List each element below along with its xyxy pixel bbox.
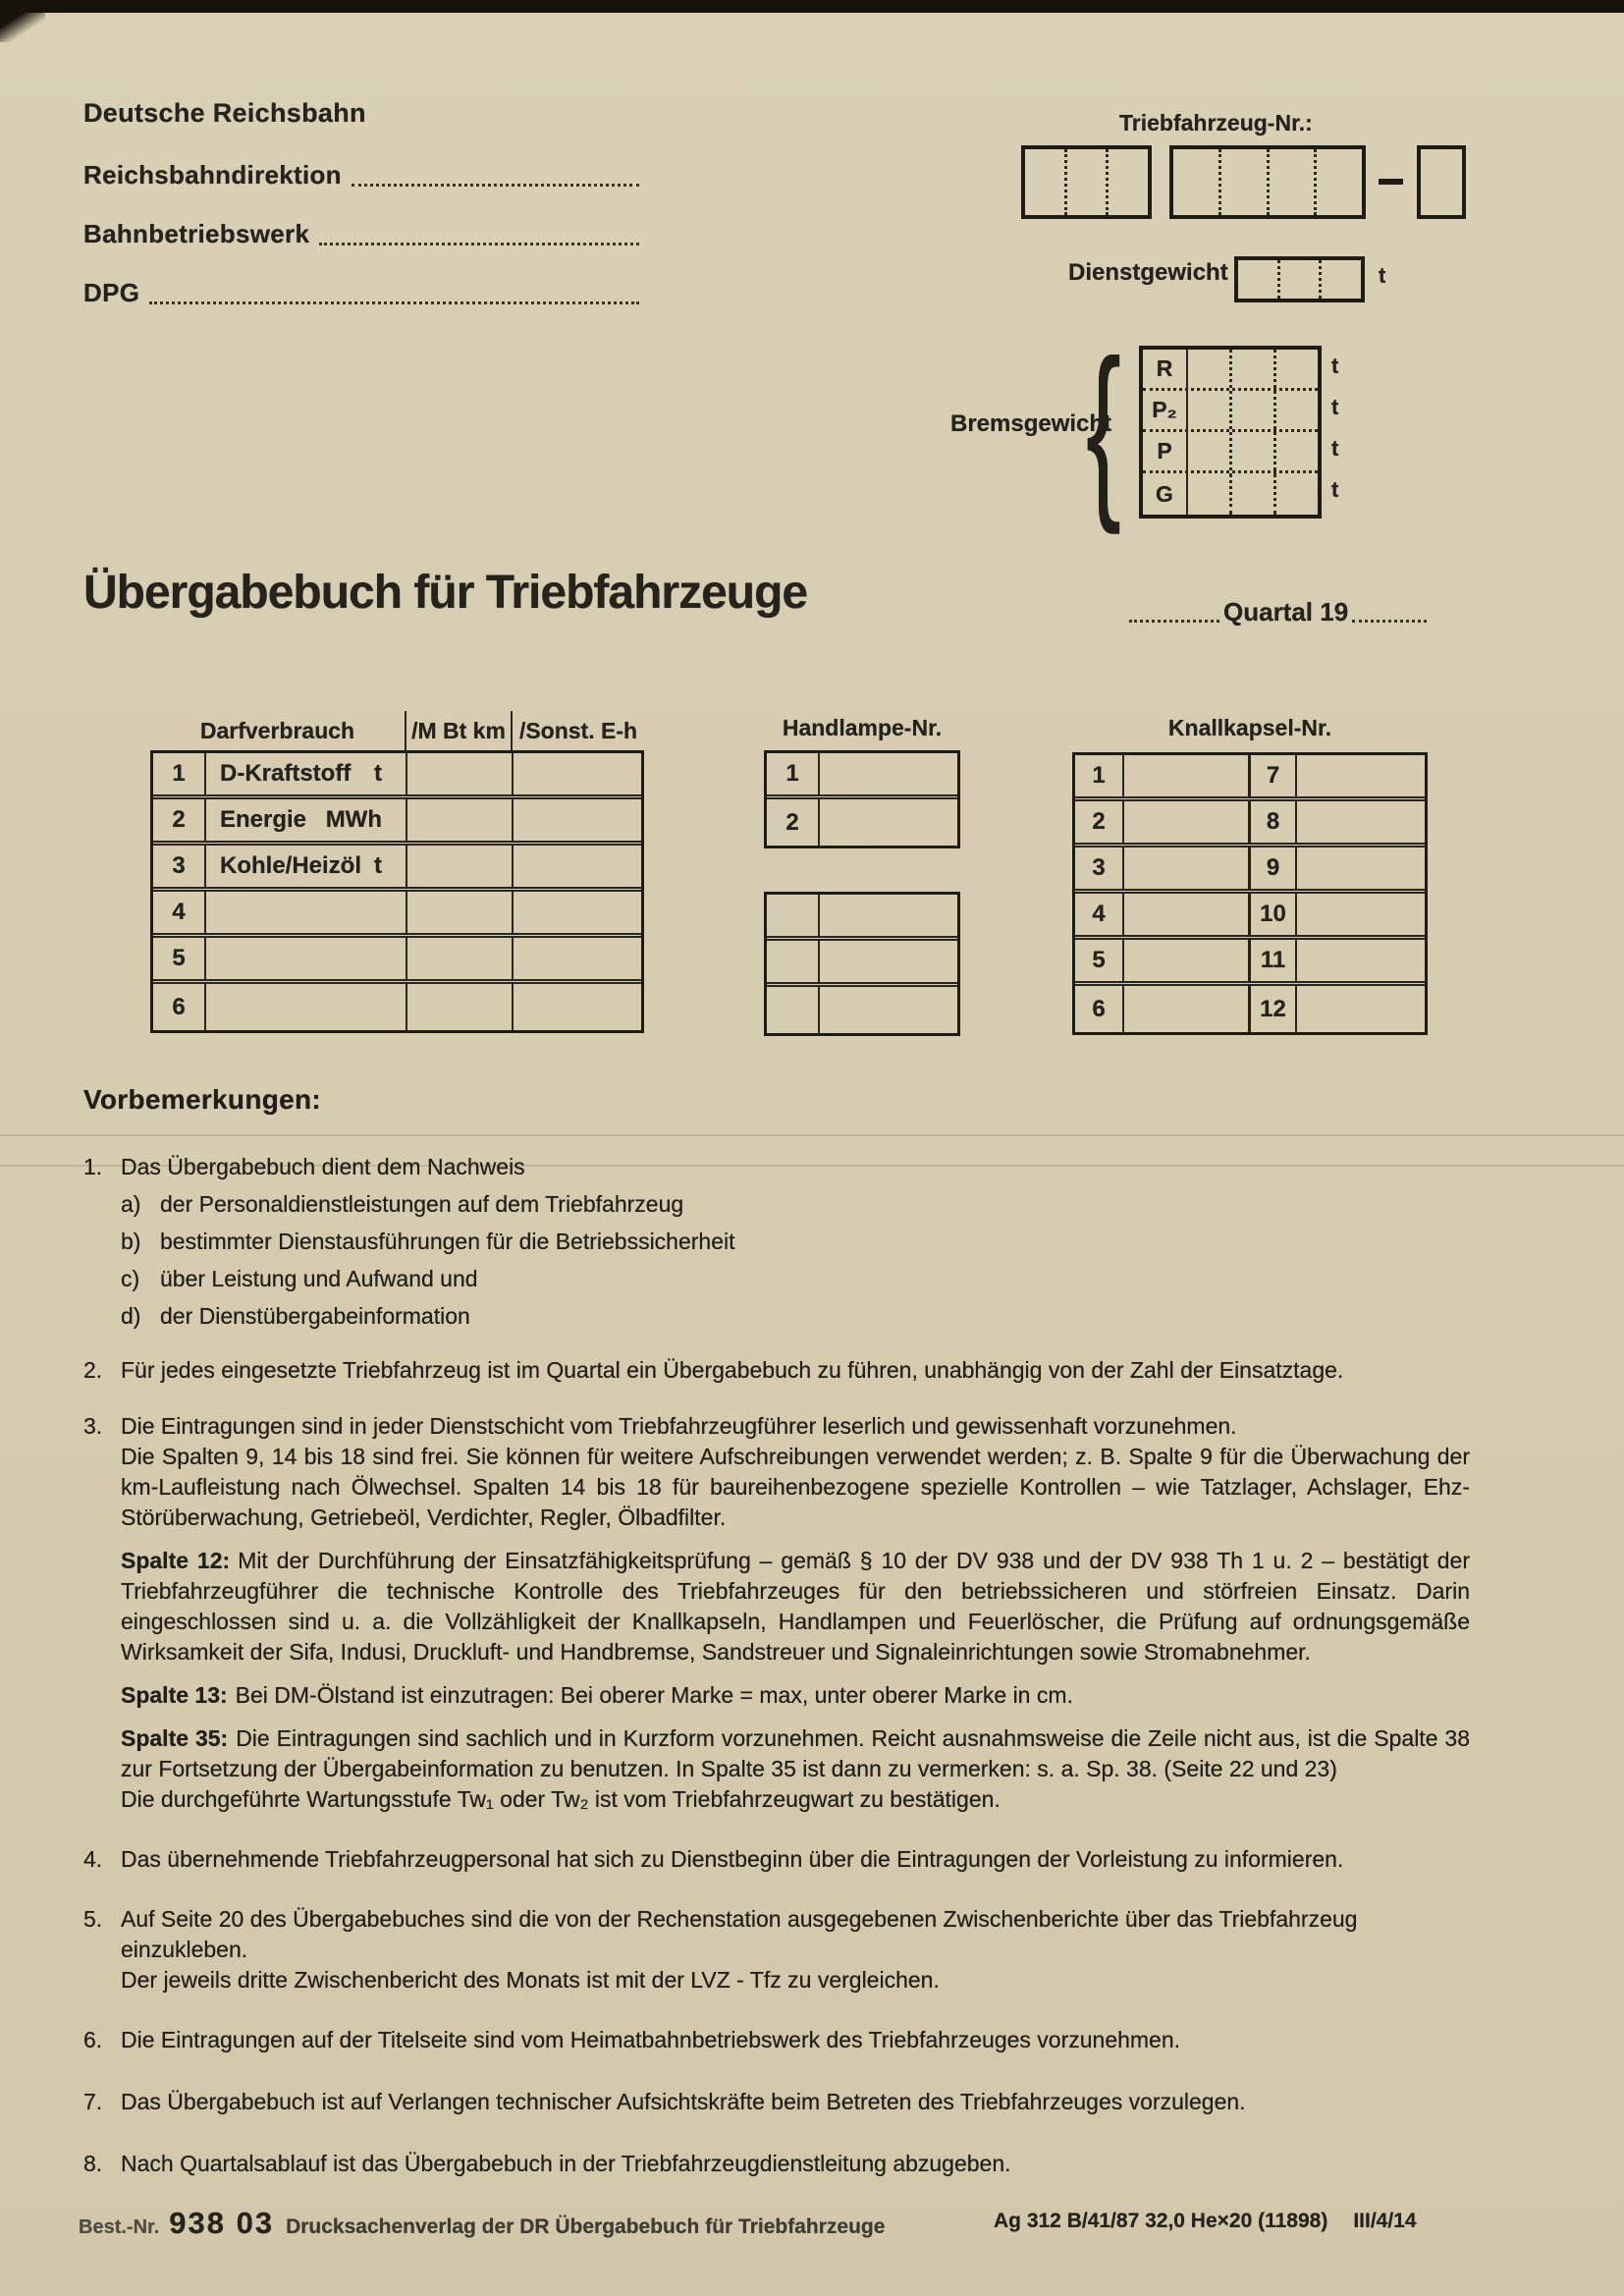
table-row: [153, 846, 641, 892]
row-number: 4: [172, 899, 186, 925]
tfz-number-box-class: [1021, 145, 1152, 219]
value-cell: [1276, 391, 1318, 429]
row-number: 2: [767, 799, 820, 846]
item-line: Der jeweils dritte Zwischenbericht des Monats ist mit der LVZ - Tfz zu vergleichen.: [121, 1967, 940, 1993]
row-number: [767, 987, 820, 1033]
table-row: [1075, 847, 1425, 894]
value-cell: [1188, 432, 1232, 470]
field-dpg: [83, 276, 639, 309]
tfz-number-box-serial: [1169, 145, 1366, 219]
remark-item-8: [83, 2149, 1470, 2179]
spalte-13-text: Bei DM-Ölstand ist einzutragen: Bei oberer Marke = max, unter oberer Marke in cm.: [235, 1682, 1073, 1708]
brake-row-label: P: [1143, 432, 1188, 470]
item-number: 5.: [83, 1906, 103, 1932]
digit-cell: [1421, 149, 1462, 215]
value-cell: [1188, 473, 1232, 515]
brake-row: [1143, 432, 1318, 473]
value-cell: [512, 799, 641, 841]
row-number: 10: [1248, 894, 1295, 935]
field-label: Bahnbetriebswerk: [83, 219, 310, 248]
row-number: 12: [1248, 986, 1295, 1032]
value-cell: [1276, 350, 1318, 388]
row-number: 3: [1092, 854, 1106, 881]
handlampe-table: [764, 750, 960, 848]
row-number: [767, 941, 820, 982]
dienstgewicht-unit: t: [1379, 263, 1386, 288]
value-cell: [820, 799, 957, 846]
table-row: [767, 941, 957, 987]
dotted-fill-line: [1129, 620, 1219, 623]
dotted-fill-line: [149, 301, 639, 304]
spalte-12-text: Mit der Durchführung der Einsatzfähigkeitsprüfung – gemäß § 10 der DV 938 und der DV 938 Th 1 u. 2 – bestätigt der Triebfahrzeugführer die technische Kontrolle des Triebfahrzeuges für den betriebssicheren und störfreien Einsatz. Darin eingeschlossen sind u. a. die Vollzähligkeit der Knallkapseln, Handlampen und Feuerlöscher, die Prüfung auf ordnungsgemäße Wirksamkeit der Sifa, Indusi, Druckluft- und Handbremse, Sandstreuer und Signaleinrichtungen sowie Stromabnehmer.: [121, 1548, 1470, 1665]
value-cell: [512, 753, 641, 794]
row-number: [767, 895, 820, 936]
spalte-35-label: Spalte 35:: [121, 1725, 229, 1751]
dotted-fill-line: [1352, 620, 1427, 623]
item-text: Für jedes eingesetzte Triebfahrzeug ist im Quartal ein Übergabebuch zu führen, unabhängig von der Zahl der Einsatztage.: [121, 1357, 1344, 1383]
verbrauch-table-header: [150, 711, 644, 750]
value-cell: [406, 892, 512, 933]
remark-item-1: [83, 1152, 1470, 1332]
value-cell: [406, 846, 512, 887]
handlampe-title: Handlampe-Nr.: [782, 715, 943, 740]
sub-item-text: bestimmter Dienstausführungen für die Betriebssicherheit: [160, 1229, 735, 1254]
item-number: 8.: [83, 2151, 103, 2176]
table-row: [153, 753, 641, 799]
table-row: [1075, 801, 1425, 847]
row-number: 6: [172, 993, 186, 1020]
table-row: [153, 938, 641, 984]
value-cell: [820, 987, 957, 1033]
spalte-35-note: Die durchgeführte Wartungsstufe Tw₁ oder Tw₂ ist vom Triebfahrzeugwart zu bestätigen.: [121, 1786, 1001, 1812]
brake-row-label: P₂: [1143, 391, 1188, 429]
publisher-line: Drucksachenverlag der DR Übergabebuch für Triebfahrzeuge: [286, 2215, 886, 2238]
row-number: 7: [1248, 755, 1295, 796]
item-text: [121, 1411, 1470, 1815]
field-label: Reichsbahndirektion: [83, 160, 342, 190]
item-unit: t: [374, 760, 382, 787]
row-name-cell: [204, 799, 406, 841]
unit-label: t: [1331, 477, 1339, 502]
unit-label: t: [1331, 354, 1339, 378]
row-number: 8: [1248, 801, 1295, 843]
value-cell: [1122, 847, 1248, 889]
value-cell: [406, 938, 512, 979]
brake-row: [1143, 473, 1318, 515]
knallkapsel-title: Knallkapsel-Nr.: [1167, 715, 1332, 740]
table-row: [1075, 755, 1425, 801]
value-cell: [1188, 350, 1232, 388]
brake-row-label: G: [1143, 473, 1188, 515]
sub-item-b: [121, 1227, 1470, 1257]
bremsgewicht-label: Bremsgewicht: [950, 410, 1112, 437]
spalte-13-paragraph: [121, 1680, 1470, 1711]
value-cell: [1122, 894, 1248, 935]
item-number: 7.: [83, 2089, 103, 2114]
table-row: [153, 892, 641, 938]
digit-cell: [1280, 260, 1323, 299]
column-header: /Sonst. E-h: [511, 711, 644, 750]
value-cell: [1295, 894, 1425, 935]
sub-item-a: [121, 1189, 1470, 1220]
spalte-13-label: Spalte 13:: [121, 1682, 228, 1708]
scan-edge-corner: [0, 13, 45, 42]
value-cell: [512, 938, 641, 979]
sub-item-text: über Leistung und Aufwand und: [160, 1266, 478, 1291]
brake-row: [1143, 350, 1318, 391]
order-number: 938 03: [169, 2206, 275, 2240]
dotted-fill-line: [319, 243, 639, 246]
row-name-cell: [204, 846, 406, 887]
item-line: Das Übergabebuch dient dem Nachweis: [121, 1154, 525, 1179]
row-number: 5: [1092, 947, 1106, 973]
item-number: 2.: [83, 1357, 103, 1383]
row-name-cell: [204, 892, 406, 933]
dotted-fill-line: [352, 184, 639, 187]
remark-item-3: [83, 1411, 1470, 1815]
item-line: Die Eintragungen sind in jeder Dienstschicht vom Triebfahrzeugführer leserlich und gewissenhaft vorzunehmen.: [121, 1413, 1237, 1439]
spare-table: [764, 892, 960, 1036]
item-paragraph: Die Spalten 9, 14 bis 18 sind frei. Sie können für weitere Aufschreibungen verwendet werden; z. B. Spalte 9 für die Überwachung der km-Laufleistung nach Ölwechsel. Spalten 14 bis 18 für baureihenbezogene spezielle Kontrollen – wie Tatzlager, Achslager, Ehz-Störüberwachung, Getriebeöl, Verdichter, Regler, Ölbadfilter.: [121, 1444, 1470, 1530]
row-name-cell: [204, 938, 406, 979]
sub-item-text: der Dienstübergabeinformation: [160, 1303, 470, 1329]
brake-row-label: R: [1143, 350, 1188, 388]
digit-cell: [1270, 149, 1318, 215]
bremsgewicht-units: [1327, 346, 1338, 511]
item-name: Kohle/Heizöl: [220, 852, 362, 879]
value-cell: [1295, 801, 1425, 843]
item-number: 4.: [83, 1846, 103, 1872]
value-cell: [1122, 755, 1248, 796]
footer-imprint-right: [994, 2210, 1417, 2233]
value-cell: [512, 984, 641, 1030]
edition-code: III/4/14: [1353, 2210, 1417, 2232]
remarks-section: [83, 1084, 1470, 2179]
value-cell: [1276, 473, 1318, 515]
table-row: [153, 799, 641, 846]
remarks-heading: Vorbemerkungen:: [83, 1084, 322, 1115]
row-number: 2: [1092, 808, 1106, 835]
digit-cell: [1221, 149, 1270, 215]
item-name: D-Kraftstoff: [220, 760, 352, 787]
table-row: [767, 895, 957, 941]
field-label: DPG: [83, 278, 140, 307]
value-cell: [1276, 432, 1318, 470]
value-cell: [820, 753, 957, 794]
verbrauch-table: [150, 750, 644, 1033]
order-number-label: Best.-Nr.: [79, 2216, 160, 2238]
item-line: Auf Seite 20 des Übergabebuches sind die von der Rechenstation ausgegebenen Zwischenberichte über das Triebfahrzeug einzukleben.: [121, 1906, 1358, 1962]
spalte-12-label: Spalte 12:: [121, 1548, 231, 1573]
value-cell: [1122, 801, 1248, 843]
digit-cell: [1109, 149, 1148, 215]
value-cell: [406, 753, 512, 794]
value-cell: [1295, 755, 1425, 796]
sub-item-d: [121, 1301, 1470, 1332]
sub-item-c: [121, 1264, 1470, 1294]
item-number: 3.: [83, 1413, 103, 1439]
row-name-cell: [204, 984, 406, 1030]
table-row: [1075, 894, 1425, 940]
row-number: 3: [172, 852, 186, 879]
digit-cell: [1317, 149, 1362, 215]
header-left-block: [83, 98, 639, 335]
remark-item-5: [83, 1904, 1470, 1995]
digit-cell: [1025, 149, 1067, 215]
spalte-12-paragraph: [121, 1546, 1470, 1667]
digit-cell: [1322, 260, 1361, 299]
remark-item-6: [83, 2025, 1470, 2055]
value-cell: [1232, 473, 1276, 515]
value-cell: [1232, 391, 1276, 429]
brake-row: [1143, 391, 1318, 432]
field-bahnbetriebswerk: [83, 217, 639, 250]
page-title: Übergabebuch für Triebfahrzeuge: [83, 567, 808, 619]
digit-cell: [1173, 149, 1221, 215]
digit-cell: [1067, 149, 1110, 215]
sub-item-letter: c): [121, 1266, 140, 1291]
table-row: [1075, 940, 1425, 986]
value-cell: [1295, 847, 1425, 889]
row-number: 1: [1092, 762, 1106, 789]
digit-cell: [1238, 260, 1280, 299]
print-code: Ag 312 B/41/87 32,0 He×20 (11898): [994, 2210, 1328, 2232]
value-cell: [406, 799, 512, 841]
value-cell: [1232, 432, 1276, 470]
item-unit: t: [374, 852, 382, 879]
row-number: 9: [1248, 847, 1295, 889]
row-number: 4: [1092, 901, 1106, 927]
value-cell: [1232, 350, 1276, 388]
spalte-35-text: Die Eintragungen sind sachlich und in Kurzform vorzunehmen. Reicht ausnahmsweise die Zeile nicht aus, ist die Spalte 38 zur Fortsetzung der Übergabeinformation zu benutzen. In Spalte 35 ist dann zu vermerken: s. a. Sp. 38. (Seite 22 und 23): [121, 1725, 1470, 1781]
dienstgewicht-label: Dienstgewicht: [1068, 259, 1228, 286]
item-number: 1.: [83, 1154, 103, 1179]
tfz-number-box-check: [1417, 145, 1466, 219]
item-number: 6.: [83, 2027, 103, 2052]
row-number: 2: [172, 806, 186, 833]
table-row: [1075, 986, 1425, 1032]
organization-name: Deutsche Reichsbahn: [83, 98, 366, 128]
unit-label: t: [1331, 436, 1339, 461]
table-row: [153, 984, 641, 1030]
row-number: 11: [1248, 940, 1295, 981]
value-cell: [1122, 986, 1248, 1032]
scan-edge-top: [0, 0, 1624, 13]
value-cell: [1295, 986, 1425, 1032]
row-number: 1: [172, 760, 186, 787]
spalte-35-paragraph: [121, 1723, 1470, 1815]
row-number: 6: [1092, 995, 1106, 1022]
tfz-number-label: Triebfahrzeug-Nr.:: [1119, 110, 1313, 136]
dienstgewicht-box: [1234, 256, 1365, 302]
item-text: Das Übergabebuch ist auf Verlangen technischer Aufsichtskräfte beim Betreten des Triebfahrzeuges vorzulegen.: [121, 2089, 1246, 2114]
table-row: [767, 799, 957, 846]
value-cell: [512, 892, 641, 933]
unit-label: t: [1331, 395, 1339, 419]
knallkapsel-table: [1072, 752, 1428, 1035]
row-number: 5: [172, 945, 186, 971]
field-reichsbahndirektion: [83, 158, 639, 191]
item-text: Die Eintragungen auf der Titelseite sind vom Heimatbahnbetriebswerk des Triebfahrzeuges vorzunehmen.: [121, 2027, 1181, 2052]
sub-item-letter: a): [121, 1191, 141, 1217]
column-header: /M Bt km: [405, 711, 511, 750]
item-unit: MWh: [325, 806, 382, 833]
quartal-label: Quartal 19: [1223, 597, 1349, 627]
dash-separator: [1379, 179, 1403, 185]
item-text: [121, 1904, 1470, 1995]
item-text: Das übernehmende Triebfahrzeugpersonal hat sich zu Dienstbeginn über die Eintragungen der Vorleistung zu informieren.: [121, 1846, 1344, 1872]
table-row: [767, 753, 957, 799]
quartal-field: [1129, 595, 1427, 629]
value-cell: [1295, 940, 1425, 981]
value-cell: [820, 941, 957, 982]
value-cell: [820, 895, 957, 936]
row-name-cell: [204, 753, 406, 794]
item-name: Energie: [220, 806, 307, 833]
value-cell: [1188, 391, 1232, 429]
value-cell: [512, 846, 641, 887]
footer-imprint-left: [79, 2206, 885, 2241]
bremsgewicht-table: [1139, 346, 1322, 519]
sub-item-text: der Personaldienstleistungen auf dem Triebfahrzeug: [160, 1191, 684, 1217]
sub-item-letter: b): [121, 1229, 141, 1254]
value-cell: [406, 984, 512, 1030]
item-text: [121, 1152, 1470, 1332]
remark-item-4: [83, 1844, 1470, 1875]
column-header: Darfverbrauch: [199, 717, 355, 743]
row-number: 1: [767, 753, 820, 794]
remark-item-2: [83, 1355, 1470, 1386]
remark-item-7: [83, 2087, 1470, 2117]
item-text: Nach Quartalsablauf ist das Übergabebuch in der Triebfahrzeugdienstleitung abzugeben.: [121, 2151, 1011, 2176]
sub-item-letter: d): [121, 1303, 141, 1329]
value-cell: [1122, 940, 1248, 981]
table-row: [767, 987, 957, 1033]
brace-glyph: {: [1086, 320, 1122, 535]
